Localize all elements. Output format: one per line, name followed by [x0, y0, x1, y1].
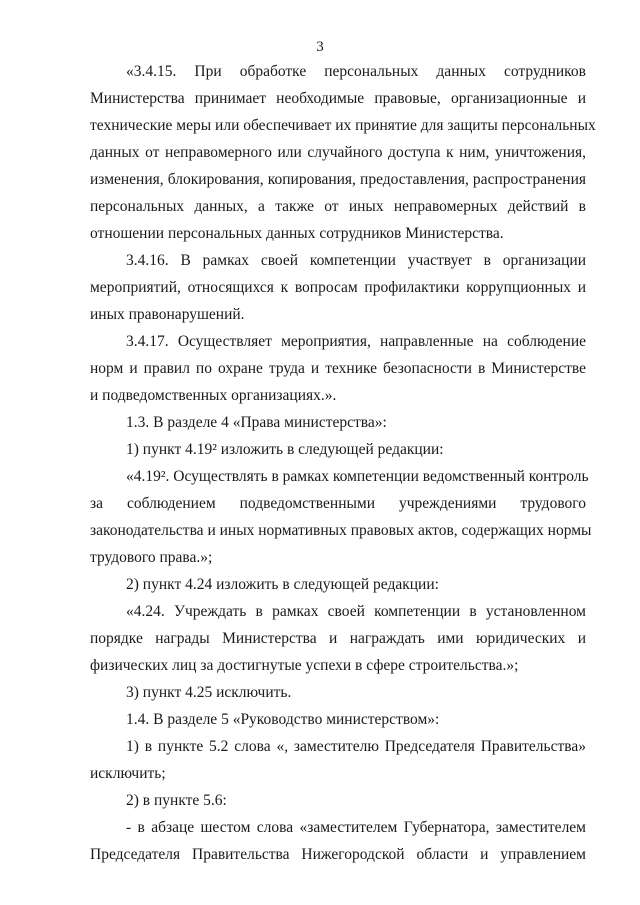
text-line: мероприятий, относящихся к вопросам профилактики коррупционных и: [90, 279, 586, 296]
text-line: законодательства и иных нормативных правовых актов, содержащих нормы: [90, 522, 592, 539]
text-line: физических лиц за достигнутые успехи в сфере строительства.»;: [90, 657, 519, 674]
text-line: иных правонарушений.: [90, 306, 245, 323]
text-line: персональных данных, а также от иных неправомерных действий в: [90, 198, 586, 215]
text-line: изменения, блокирования, копирования, предоставления, распространения: [90, 171, 586, 188]
text-line: 3) пункт 4.25 исключить.: [126, 684, 292, 701]
text-line: за соблюдением подведомственными учреждениями трудового: [90, 495, 586, 512]
text-line: 1.3. В разделе 4 «Права министерства»:: [126, 414, 387, 431]
text-line: «3.4.15. При обработке персональных данных сотрудников: [126, 63, 586, 80]
document-body: [90, 58, 596, 868]
text-line: Министерства принимает необходимые правовые, организационные и: [90, 90, 586, 107]
page-number: 3: [316, 39, 324, 55]
text-line: Председателя Правительства Нижегородской области и управлением: [90, 846, 586, 863]
text-line: данных от неправомерного или случайного доступа к ним, уничтожения,: [90, 144, 586, 161]
text-line: 2) пункт 4.24 изложить в следующей редакции:: [126, 576, 439, 593]
text-line: - в абзаце шестом слова «заместителем Губернатора, заместителем: [126, 819, 586, 836]
text-line: 3.4.16. В рамках своей компетенции участвует в организации: [126, 252, 586, 269]
text-line: 3.4.17. Осуществляет мероприятия, направленные на соблюдение: [126, 333, 586, 350]
text-line: и подведомственных организациях.».: [90, 387, 337, 404]
text-line: 1) в пункте 5.2 слова «, заместителю Председателя Правительства»: [126, 738, 586, 755]
text-line: 1.4. В разделе 5 «Руководство министерством»:: [126, 711, 440, 728]
text-line: отношении персональных данных сотрудников Министерства.: [90, 225, 504, 242]
text-line: технические меры или обеспечивает их принятие для защиты персональных: [90, 117, 596, 134]
text-line: трудового права.»;: [90, 549, 213, 566]
text-line: 2) в пункте 5.6:: [126, 792, 227, 809]
text-line: «4.19². Осуществлять в рамках компетенции ведомственный контроль: [126, 468, 589, 485]
text-line: 1) пункт 4.19² изложить в следующей редакции:: [126, 441, 444, 458]
text-line: порядке награды Министерства и награждать ими юридических и: [90, 630, 586, 647]
text-line: исключить;: [90, 765, 166, 782]
text-line: «4.24. Учреждать в рамках своей компетенции в установленном: [126, 603, 586, 620]
text-line: норм и правил по охране труда и технике безопасности в Министерстве: [90, 360, 586, 377]
